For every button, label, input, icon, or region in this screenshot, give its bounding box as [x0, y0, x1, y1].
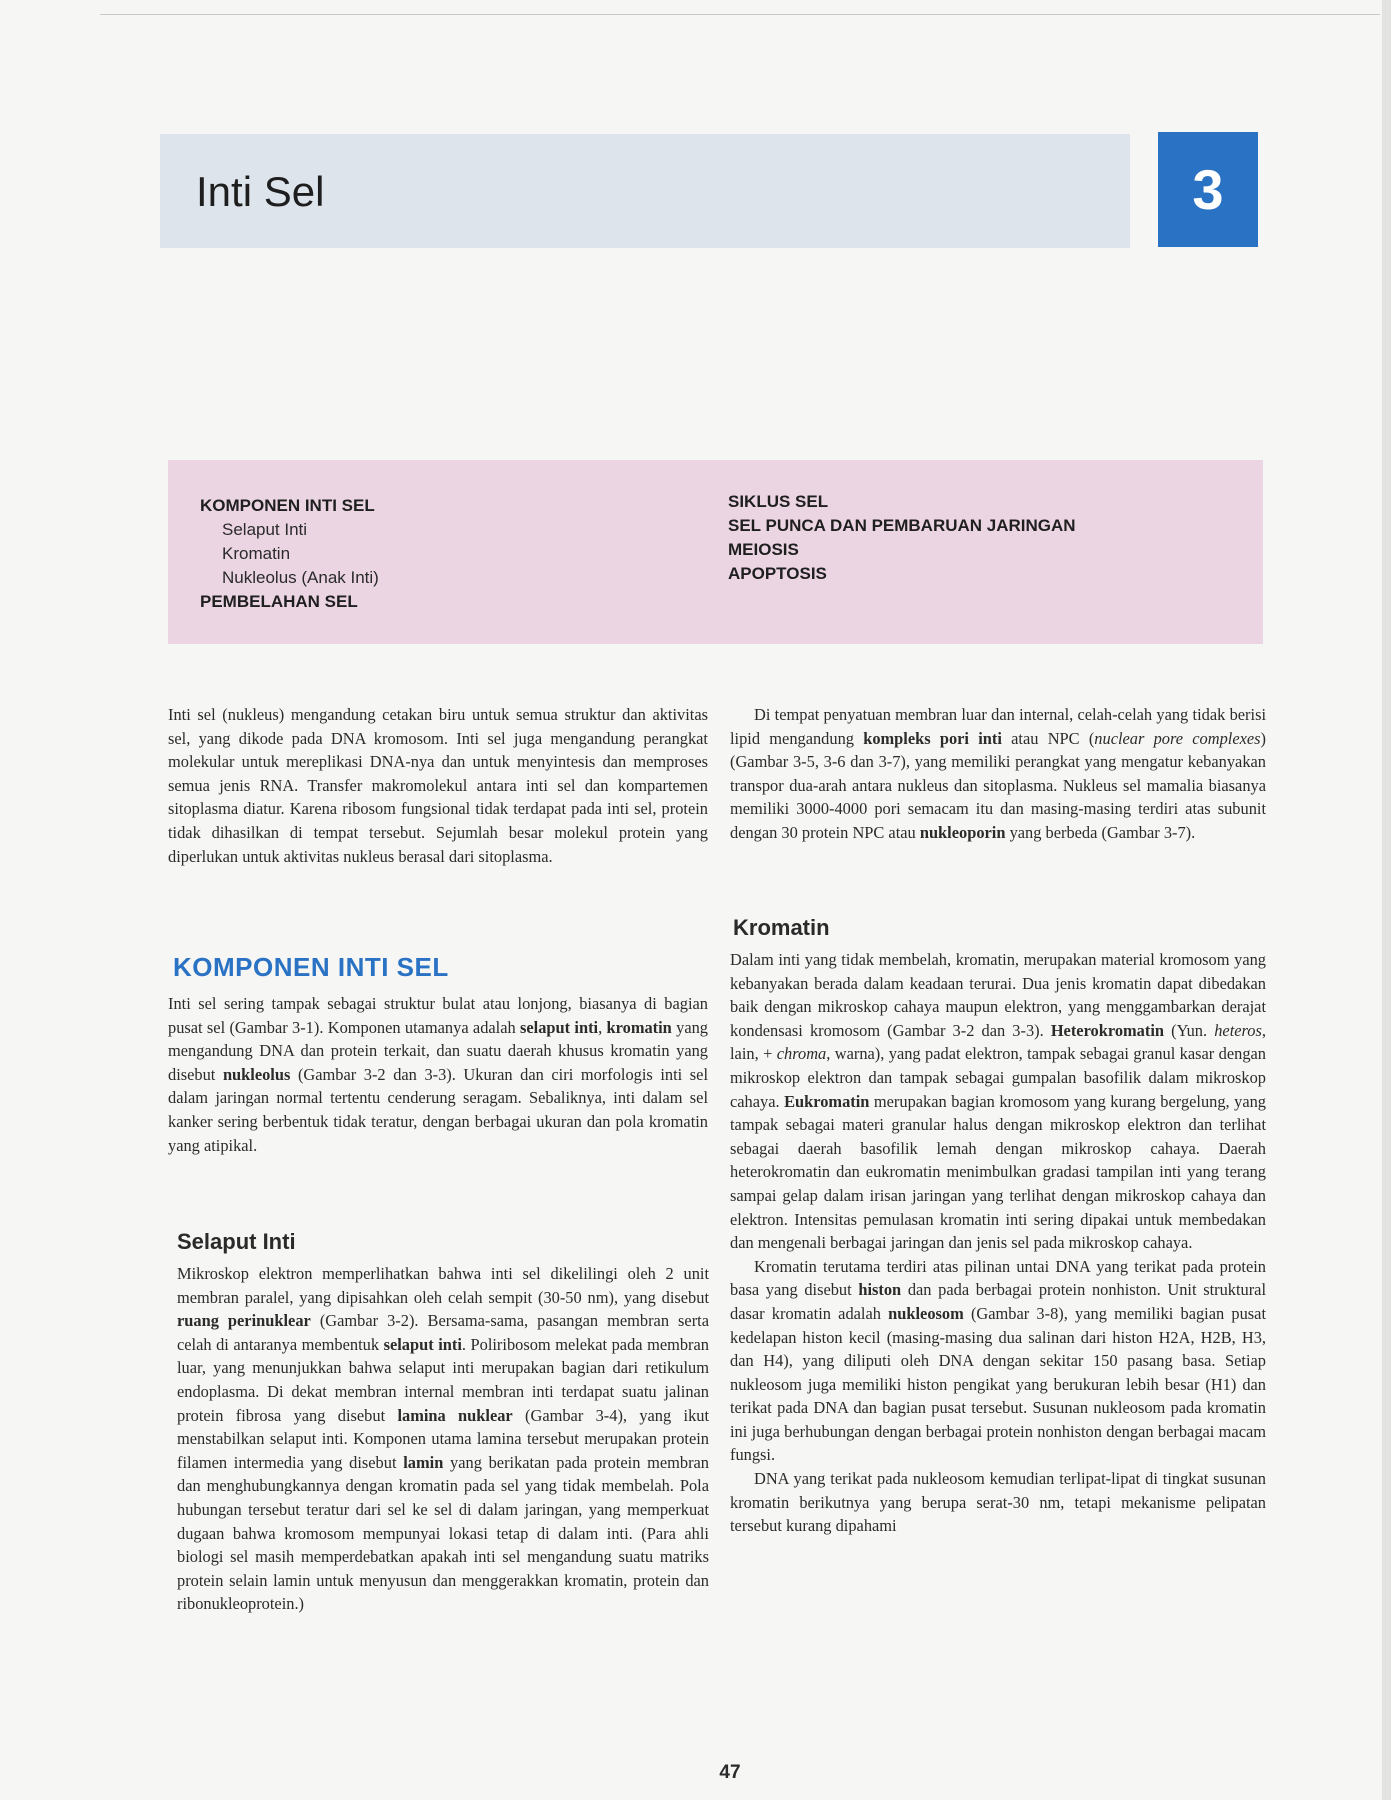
term-histon: histon: [858, 1280, 902, 1300]
term-eukromatin: Eukromatin: [784, 1091, 870, 1111]
term-selaput-inti: selaput inti: [520, 1017, 599, 1037]
term-nuclear-pore-complexes: nuclear pore complexes: [1094, 728, 1261, 748]
pori-paragraph: Di tempat penyatuan membran luar dan internal, celah-celah yang tidak berisi lipid mengandung kompleks pori inti atau NPC (nuclear pore complexes) (Gambar 3-5, 3-6 dan 3-7), yang memiliki perangkat yang mengatur kebanyakan transpor dua-arah antara nukleus dan sitoplasma. Nukleus sel mamalia biasanya memiliki 3000-4000 pori semacam itu dan masing-masing terdiri atas subunit dengan 30 protein NPC atau nukleoporin yang berbeda (Gambar 3-7).: [730, 705, 1267, 842]
page-edge-shadow: [1382, 0, 1391, 1800]
intro-paragraph: Inti sel (nukleus) mengandung cetakan biru untuk semua struktur dan aktivitas sel, yang dikode pada DNA kromosom. Inti sel juga mengandung perangkat molekular untuk mereplikasi DNA-nya dan untuk menyintesis dan memproses semua jenis RNA. Transfer makromolekul antara inti sel dan kompartemen sitoplasma diatur. Karena ribosom fungsional tidak terdapat pada inti sel, protein tidak dihasilkan di tempat tersebut. Sejumlah besar molekul protein yang diperlukan untuk aktivitas nukleus berasal dari sitoplasma.: [168, 705, 708, 866]
outline-item: SEL PUNCA DAN PEMBARUAN JARINGAN: [728, 516, 1076, 535]
outline-item: Nukleolus (Anak Inti): [222, 568, 379, 587]
outline-item: APOPTOSIS: [728, 564, 827, 583]
pori-paragraph-block: [730, 703, 1266, 845]
outline-item: Kromatin: [222, 544, 291, 563]
outline-right-column: [728, 490, 1076, 586]
chapter-outline: [168, 460, 1263, 644]
term-nukleolus: nukleolus: [222, 1064, 291, 1084]
intro-paragraph-block: [168, 703, 708, 868]
outline-item: KOMPONEN INTI SEL: [200, 496, 375, 515]
term-kromatin: kromatin: [606, 1017, 672, 1037]
komponen-paragraph: Inti sel sering tampak sebagai struktur bulat atau lonjong, biasanya di bagian pusat sel (Gambar 3-1). Komponen utamanya adalah selaput inti, kromatin yang mengandung DNA dan protein terkait, dan suatu daerah khusus kromatin yang disebut nukleolus (Gambar 3-2 dan 3-3). Ukuran dan ciri morfologis inti sel dalam jaringan normal tertentu cenderung seragam. Sebaliknya, inti dalam sel kanker sering berbentuk tidak teratur, dengan berbagai ukuran dan pola kromatin yang atipikal.: [168, 994, 708, 1155]
chapter-number-box: [1158, 132, 1258, 247]
outline-item: Selaput Inti: [222, 520, 308, 539]
outline-item: SIKLUS SEL: [728, 492, 829, 511]
chapter-title: Inti Sel: [196, 168, 325, 215]
term-heteros: heteros: [1214, 1020, 1262, 1040]
term-kompleks-pori-inti: kompleks pori inti: [863, 728, 1002, 748]
kromatin-paragraph-2: Kromatin terutama terdiri atas pilinan untai DNA yang terikat pada protein basa yang disebut histon dan pada berbagai protein nonhiston. Unit struktural dasar kromatin adalah nukleosom (Gambar 3-8), yang memiliki bagian pusat kedelapan histon kecil (masing-masing dua salinan dari histon H2A, H2B, H3, dan H4), yang diliputi oleh DNA dengan sekitar 150 pasang basa. Setiap nukleosom juga memiliki histon pengikat yang berukuran lebih besar (H1) dan terikat pada DNA dan bagian pusat tersebut. Susunan nukleosom pada kromatin ini juga berhubungan dengan berbagai protein nonhiston dengan berbagai macam fungsi.: [730, 1256, 1267, 1465]
kromatin-paragraph-3: DNA yang terikat pada nukleosom kemudian terlipat-lipat di tingkat susunan kromatin berikutnya yang berupa serat-30 nm, tetapi mekanisme pelipatan tersebut kurang dipahami: [730, 1469, 1266, 1536]
page-number: 47: [719, 1762, 741, 1783]
outline-item: MEIOSIS: [728, 540, 799, 559]
term-nukleosom: nukleosom: [888, 1303, 964, 1323]
chapter-number: 3: [1192, 158, 1224, 221]
term-lamina-nuklear: lamina nuklear: [397, 1405, 513, 1425]
subheading-selaput-inti: Selaput Inti: [177, 1229, 296, 1254]
term-nukleoporin: nukleoporin: [919, 822, 1006, 842]
komponen-paragraph-block: [168, 992, 708, 1157]
term-chroma: chroma: [776, 1044, 827, 1064]
kromatin-paragraphs-block: [730, 948, 1266, 1538]
term-selaput-inti: selaput inti: [383, 1334, 462, 1354]
selaput-paragraph-block: [177, 1262, 709, 1616]
term-ruang-perinuklear: ruang perinuklear: [177, 1311, 311, 1331]
top-rule: [100, 14, 1380, 15]
outline-left-column: [200, 494, 379, 614]
section-heading-komponen: KOMPONEN INTI SEL: [173, 952, 449, 982]
term-lamin: lamin: [403, 1452, 444, 1472]
selaput-paragraph: Mikroskop elektron memperlihatkan bahwa inti sel dikelilingi oleh 2 unit membran paralel, yang dipisahkan oleh celah sempit (30-50 nm), yang disebut ruang perinuklear (Gambar 3-2). Bersama-sama, pasangan membran serta celah di antaranya membentuk selaput inti. Poliribosom melekat pada membran luar, yang menunjukkan bahwa selaput inti merupakan bagian dari retikulum endoplasma. Di dekat membran internal membran inti terdapat suatu jalinan protein fibrosa yang disebut lamina nuklear (Gambar 3-4), yang ikut menstabilkan selaput inti. Komponen utama lamina tersebut merupakan protein filamen intermedia yang disebut lamin yang berikatan pada protein membran dan menghubungkannya dengan kromatin pada sel yang tidak membelah. Pola hubungan tersebut teratur dari sel ke sel di dalam jaringan, yang memperkuat dugaan bahwa kromosom mempunyai lokasi tetap di dalam inti. (Para ahli biologi sel masih memperdebatkan apakah inti sel mengandung suatu matriks protein selain lamin untuk menyusun dan menggerakkan kromatin, protein dan ribonukleoprotein.): [177, 1264, 710, 1614]
subheading-kromatin: Kromatin: [733, 915, 830, 940]
outline-item: PEMBELAHAN SEL: [200, 592, 358, 611]
kromatin-paragraph-1: Dalam inti yang tidak membelah, kromatin, merupakan material kromosom yang kebanyakan berada dalam keadaan terurai. Dua jenis kromatin dapat dibedakan baik dengan mikroskop cahaya maupun elektron, yang menggambarkan derajat kondensasi kromosom (Gambar 3-2 dan 3-3). Heterokromatin (Yun. heteros, lain, + chroma, warna), yang padat elektron, tampak sebagai granul kasar dengan mikroskop elektron dan tampak sebagai gumpalan basofilik dalam mikroskop cahaya. Eukromatin merupakan bagian kromosom yang kurang bergelung, yang tampak sebagai materi granular halus dengan mikroskop elektron dan terlihat sebagai daerah basofilik lemah dengan mikroskop cahaya. Daerah heterokromatin dan eukromatin menimbulkan gradasi tampilan inti yang terang sampai gelap dalam irisan jaringan yang terlihat dengan mikroskop cahaya dan elektron. Intensitas pemulasan kromatin inti sering dipakai untuk membedakan dan mengenali berbagai jaringan dan jenis sel pada mikroskop cahaya.: [730, 950, 1267, 1253]
term-heterokromatin: Heterokromatin: [1050, 1020, 1165, 1040]
